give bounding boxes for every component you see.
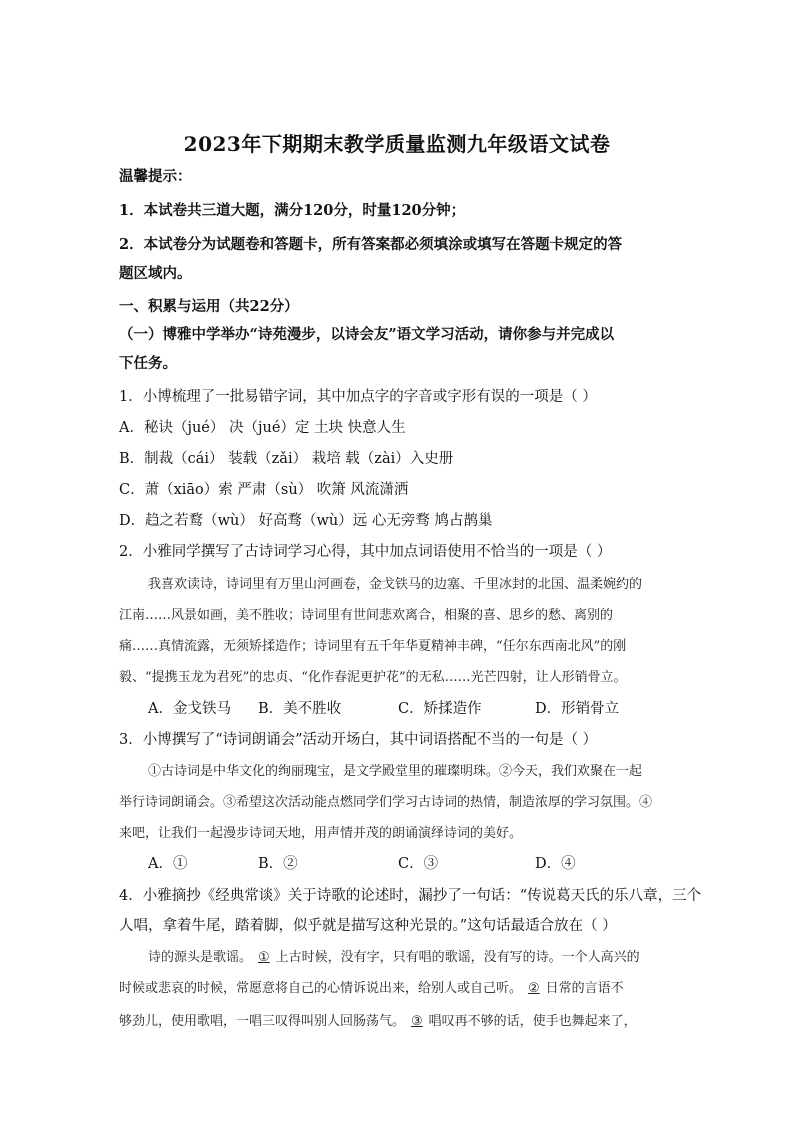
q1-option-d: D．趋之若鹜（wù） 好高骛（wù）远 心无旁骛 鸠占鹊巢	[119, 513, 493, 529]
tips-item-2-line-2: 题区域内。	[119, 265, 192, 282]
q2-option-c: C．矫揉造作	[398, 701, 482, 717]
q3-option-c: C．③	[398, 856, 439, 872]
blank-marker-3: ③	[411, 1014, 423, 1029]
q2-option-d: D．形销骨立	[535, 701, 620, 717]
q4-passage-text: 诗的源头是歌谣。	[148, 950, 253, 965]
section-heading: 一、积累与运用（共22分）	[119, 298, 299, 315]
q4-passage-line-2	[119, 977, 624, 996]
q1-stem: 1．小博梳理了一批易错字词，其中加点字的字音或字形有误的一项是（ ）	[119, 389, 597, 405]
q3-passage-line-2: 举行诗词朗诵会。③希望这次活动能点燃同学们学习古诗词的热情，制造浓厚的学习氛围。④	[119, 795, 653, 810]
q2-passage-line-3: 痛……真情流露，无须矫揉造作；诗词里有五千年华夏精神丰碑，“任尔东西南北风”的刚	[119, 639, 627, 654]
q4-passage-line-3	[119, 1010, 637, 1029]
q4-passage-line-1	[148, 946, 640, 965]
q1-option-c: C．萧（xiāo）索 严肃（sù） 吹箫 风流潇洒	[119, 482, 409, 498]
q2-stem: 2．小雅同学撰写了古诗词学习心得，其中加点词语使用不恰当的一项是（ ）	[119, 544, 612, 560]
q2-option-a: A．金戈铁马	[148, 701, 231, 717]
q3-stem: 3．小博撰写了“诗词朗诵会”活动开场白，其中词语搭配不当的一句是（ ）	[119, 732, 598, 748]
q2-option-b: B．美不胜收	[258, 701, 342, 717]
tips-heading: 温馨提示：	[119, 168, 192, 185]
q4-passage-text: 日常的言语不	[545, 981, 624, 996]
blank-marker-1: ①	[258, 950, 270, 965]
q1-option-b: B．制裁（cái） 装载（zǎi） 栽培 载（zài）入史册	[119, 451, 454, 467]
q2-passage-line-4: 毅、“提携玉龙为君死”的忠贞、“化作春泥更护花”的无私……光芒四射，让人形销骨立。	[119, 670, 627, 685]
q4-stem-line-2: 人唱，拿着牛尾，踏着脚，似乎就是描写这种光景的。”这句话最适合放在（ ）	[119, 918, 617, 934]
q2-passage-line-2: 江南……风景如画，美不胜收；诗词里有世间悲欢离合，相聚的喜、思乡的愁、离别的	[119, 608, 614, 623]
q3-option-b: B．②	[258, 856, 298, 872]
q3-passage-line-3: 来吧，让我们一起漫步诗词天地，用声情并茂的朗诵演绎诗词的美好。	[119, 826, 523, 841]
q4-passage-text: 够劲儿，使用歌唱，一唱三叹得叫别人回肠荡气。	[119, 1014, 406, 1029]
q3-passage-line-1: ①古诗词是中华文化的绚丽瑰宝，是文学殿堂里的璀璨明珠。②今天，我们欢聚在一起	[148, 764, 643, 779]
blank-marker-2: ②	[528, 981, 540, 996]
q4-passage-text: 上古时候，没有字，只有唱的歌谣，没有写的诗。一个人高兴的	[275, 950, 640, 965]
q3-option-a: A．①	[148, 856, 188, 872]
q4-passage-text: 唱叹再不够的话，使手也舞起来了，	[428, 1014, 637, 1029]
tips-item-1: 1．本试卷共三道大题，满分120分，时量120分钟；	[119, 202, 466, 219]
part-heading-line-2: 下任务。	[119, 355, 177, 372]
q3-option-d: D．④	[535, 856, 576, 872]
q4-stem-line-1: 4．小雅摘抄《经典常谈》关于诗歌的论述时，漏抄了一句话：“传说葛天氏的乐八章，三个	[119, 888, 702, 904]
part-heading-line-1: （一）博雅中学举办“诗苑漫步，以诗会友”语文学习活动，请你参与并完成以	[119, 326, 615, 343]
q4-passage-text: 时候或悲哀的时候，常愿意将自己的心情诉说出来，给别人或自己听。	[119, 981, 523, 996]
q2-passage-line-1: 我喜欢读诗，诗词里有万里山河画卷，金戈铁马的边塞、千里冰封的北国、温柔婉约的	[148, 577, 643, 592]
tips-item-2-line-1: 2．本试卷分为试题卷和答题卡，所有答案都必须填涂或填写在答题卡规定的答	[119, 236, 623, 253]
page-title: 2023年下期期末教学质量监测九年级语文试卷	[183, 132, 611, 156]
q1-option-a: A．秘诀（jué） 决（jué）定 土块 快意人生	[119, 420, 406, 436]
